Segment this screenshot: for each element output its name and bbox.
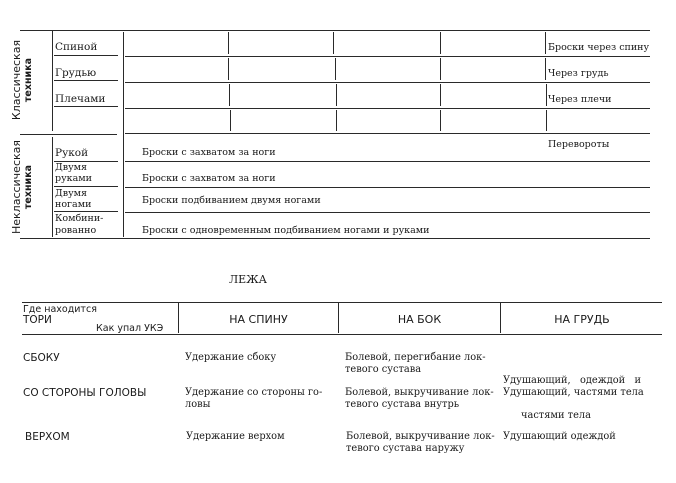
col-line [440,32,441,54]
col-line [229,84,230,106]
group-title-line: Классическая [10,39,23,121]
column-header: НА СПИНУ [229,313,288,326]
header-note: Перевороты [548,139,610,150]
col-line [546,110,547,131]
row-line [125,82,650,83]
row-result: Через грудь [548,68,609,79]
group-title-line: Неклассическая [10,140,23,235]
cell-chest [503,431,616,443]
row-result: Через плечи [548,94,612,105]
corner-top-label: ТОРИ [23,314,52,326]
header-col-line [500,303,501,333]
col-line [336,84,337,106]
row-label: Комбини- [55,213,104,224]
cell-line: Удержание сбоку [185,352,277,363]
corner-top-label: Где находится [23,304,97,315]
row-line [54,211,118,212]
col-line [546,84,547,106]
row-label: Двумя [55,162,88,173]
group-label-divider [52,137,53,237]
row-position: ВЕРХОМ [25,431,70,443]
cell-side [346,431,495,454]
row-line [125,56,650,57]
row-label: Плечами [55,93,106,105]
row-text: Броски с захватом за ноги [142,147,276,158]
col-line [440,110,441,131]
corner-bottom-label: Как упал УКЭ [96,323,164,334]
cell-line: тевого сустава внутрь [345,398,460,410]
group-title-nonclassic [11,134,39,240]
group-title-classic [11,30,39,130]
row-result: Броски через спину [548,42,650,53]
col-line [333,32,334,54]
column-header: НА ГРУДЬ [554,313,610,326]
cell-side [345,352,486,375]
col-line [335,58,336,80]
row-label: Грудью [55,67,97,79]
col-line [440,84,441,106]
row-label: Рукой [55,147,89,159]
cell-line: тевого сустава наружу [346,442,465,454]
cell-line: Болевой, выкручивание лок- [345,387,494,398]
col-line [440,58,441,80]
row-line [125,161,650,162]
row-text: Броски с захватом за ноги [142,173,276,184]
row-label: рованно [55,225,97,236]
cell-line: Удушающий, одеждой и [503,375,642,386]
cell-line: Удержание верхом [186,431,285,442]
cell-back [186,431,285,443]
cell-line: тевого сустава [345,363,422,375]
section-title: ЛЕЖА [229,273,267,286]
col-line [545,32,546,54]
row-line [54,106,118,107]
table-top-border [20,30,650,31]
cell-line: частями тела [521,409,591,421]
table-bottom-border [20,238,650,239]
column-header: НА БОК [397,313,442,326]
cell-chest [503,387,644,399]
row-line [54,55,118,56]
col-line [228,32,229,54]
row-line [54,186,118,187]
row-position: СО СТОРОНЫ ГОЛОВЫ [23,387,147,399]
cell-line: Болевой, выкручивание лок- [346,431,495,442]
cell-back [185,387,322,410]
row-line [125,108,650,109]
header-col-line [178,303,179,333]
group-label-divider [52,31,53,131]
group-title-line: техника [23,164,34,210]
col-line [336,110,337,131]
row-text: Броски с одновременным подбиванием ногами и руками [142,225,430,236]
col-line [230,110,231,131]
row-label: Двумя [55,188,88,199]
col-line [545,58,546,80]
cell-back [185,352,276,364]
cell-line: ловы [185,398,211,410]
group-title-line: техника [23,57,34,103]
cell-side [345,387,494,410]
row-label: Спиной [55,41,98,53]
cell-line: Удушающий, частями тела [503,387,644,398]
header-top-border [22,302,662,303]
col-line [228,58,229,80]
row-label: ногами [55,199,92,210]
header-col-line [338,303,339,333]
row-line [125,212,650,213]
cell-line: Удержание со стороны го- [185,387,323,398]
row-line [125,133,650,134]
row-line [125,187,650,188]
row-position: СБОКУ [23,352,60,364]
cell-line: Болевой, перегибание лок- [345,352,486,363]
cell-line: Удушающий одеждой [503,431,616,442]
label-column-divider [123,32,124,237]
row-label: руками [55,173,92,184]
row-text: Броски подбиванием двумя ногами [142,195,321,206]
row-line [54,80,118,81]
